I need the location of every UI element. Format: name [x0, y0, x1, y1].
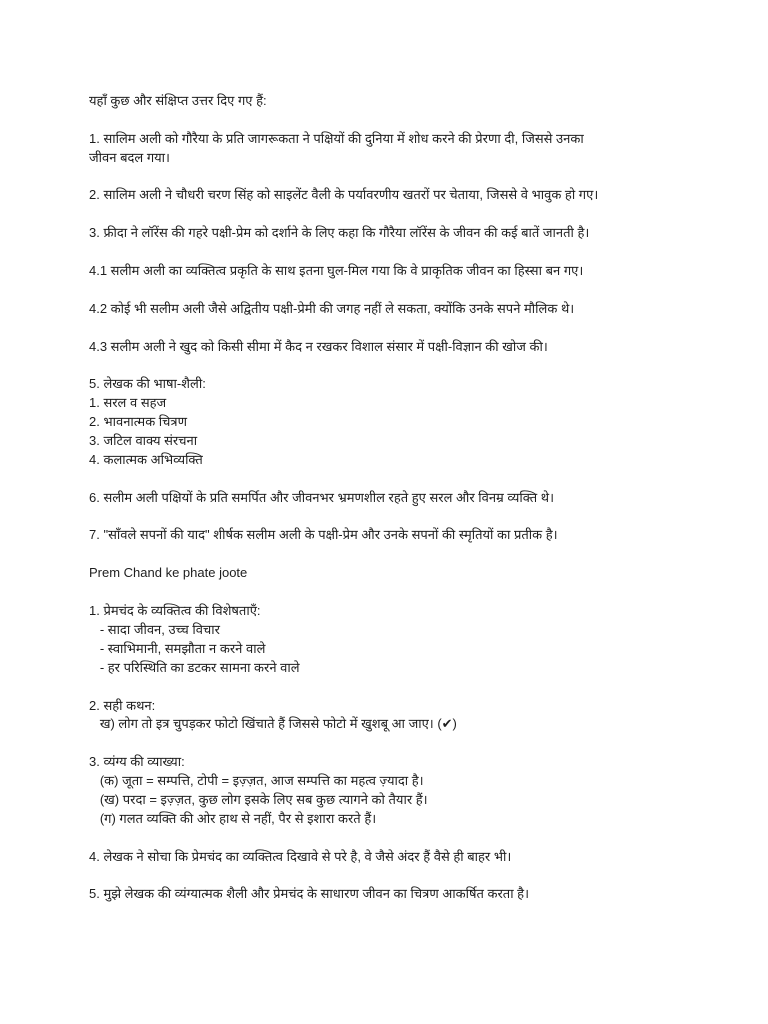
pc-answer-3 — [89, 753, 689, 829]
pc-answer-3-heading: 3. व्यंग्य की व्याख्या: — [89, 754, 185, 770]
spacer — [89, 734, 689, 753]
trait-item-3: - हर परिस्थिति का डटकर सामना करने वाले — [89, 659, 300, 675]
satire-item-kha: (ख) परदा = इज़्ज़त, कुछ लोग इसके लिए सब कुछ त्यागने को तैयार हैं। — [89, 791, 428, 807]
answer-2 — [89, 186, 689, 205]
pc-answer-4 — [89, 848, 689, 867]
spacer — [89, 583, 689, 602]
spacer — [89, 545, 689, 564]
spacer — [89, 205, 689, 224]
trait-item-1: - सादा जीवन, उच्च विचार — [89, 621, 220, 637]
style-item-4: 4. कलात्मक अभिव्यक्ति — [89, 451, 203, 467]
satire-item-ka: (क) जूता = सम्पत्ति, टोपी = इज़्ज़त, आज सम्पत्ति का महत्व ज़्यादा है। — [89, 773, 424, 789]
answer-1-line-2: जीवन बदल गया। — [89, 149, 170, 165]
spacer — [89, 319, 689, 338]
pc-answer-2-heading: 2. सही कथन: — [89, 697, 156, 713]
spacer — [89, 678, 689, 697]
correct-statement: ख) लोग तो इत्र चुपड़कर फोटो खिंचाते हैं जिससे फोटो में खुशबू आ जाए। (✔) — [89, 716, 457, 732]
answer-4-1-line-1: 4.1 सलीम अली का व्यक्तित्व प्रकृति के साथ इतना घुल-मिल गया कि वे प्राकृतिक जीवन का हिस्सा बन गए। — [89, 263, 584, 279]
style-item-1: 1. सरल व सहज — [89, 395, 167, 411]
pc-answer-5 — [89, 885, 689, 904]
spacer — [89, 168, 689, 187]
spacer — [89, 281, 689, 300]
answer-7 — [89, 526, 689, 545]
section-premchand — [89, 602, 689, 904]
document-page — [89, 92, 689, 904]
pc-answer-5-line-1: 5. मुझे लेखक की व्यंग्यात्मक शैली और प्रेमचंद के साधारण जीवन का चित्रण आकर्षित करता है। — [89, 886, 530, 902]
answer-4-1 — [89, 262, 689, 281]
section-heading-premchand: Prem Chand ke phate joote — [89, 565, 248, 581]
intro-text: यहाँ कुछ और संक्षिप्त उत्तर दिए गए हैं: — [89, 93, 267, 108]
section-salim-ali — [89, 130, 689, 564]
answer-1 — [89, 130, 689, 168]
pc-answer-1 — [89, 602, 689, 678]
spacer — [89, 867, 689, 886]
answer-4-3 — [89, 338, 689, 357]
answer-7-line-1: 7. "साँवले सपनों की याद" शीर्षक सलीम अली के पक्षी-प्रेम और उनके सपनों की स्मृतियों का प्रतीक है। — [89, 527, 558, 543]
answer-6 — [89, 489, 689, 508]
answer-4-3-line-1: 4.3 सलीम अली ने खुद को किसी सीमा में कैद न रखकर विशाल संसार में पक्षी-विज्ञान की खोज की। — [89, 338, 548, 354]
spacer — [89, 508, 689, 527]
answer-3 — [89, 224, 689, 243]
answer-5-language-style — [89, 375, 689, 469]
style-item-3: 3. जटिल वाक्य संरचना — [89, 433, 198, 449]
satire-item-ga: (ग) गलत व्यक्ति की ओर हाथ से नहीं, पैर से इशारा करते हैं। — [89, 810, 377, 826]
spacer — [89, 470, 689, 489]
answer-2-line-1: 2. सालिम अली ने चौधरी चरण सिंह को साइलेंट वैली के पर्यावरणीय खतरों पर चेताया, जिससे वे भावुक हो गए। — [89, 187, 599, 203]
spacer — [89, 356, 689, 375]
answer-5-heading: 5. लेखक की भाषा-शैली: — [89, 376, 206, 392]
answer-6-line-1: 6. सलीम अली पक्षियों के प्रति समर्पित और जीवनभर भ्रमणशील रहते हुए सरल और विनम्र व्यक्ति थे। — [89, 489, 555, 505]
pc-answer-1-heading: 1. प्रेमचंद के व्यक्तित्व की विशेषताएँ: — [89, 603, 261, 619]
pc-answer-4-line-1: 4. लेखक ने सोचा कि प्रेमचंद का व्यक्तित्व दिखावे से परे है, वे जैसे अंदर हैं वैसे ही बाहर भी। — [89, 848, 512, 864]
answer-4-2-line-1: 4.2 कोई भी सलीम अली जैसे अद्वितीय पक्षी-प्रेमी की जगह नहीं ले सकता, क्योंकि उनके सपने मौलिक थे। — [89, 300, 575, 316]
answer-3-line-1: 3. फ्रीदा ने लॉरेंस की गहरे पक्षी-प्रेम को दर्शाने के लिए कहा कि गौरैया लॉरेंस के जीवन की कई बातें जानती है। — [89, 225, 590, 241]
answer-1-line-1: 1. सालिम अली को गौरैया के प्रति जागरूकता ने पक्षियों की दुनिया में शोध करने की प्रेरणा दी, जिससे उनका — [89, 130, 584, 146]
spacer — [89, 111, 689, 130]
answer-4-2 — [89, 300, 689, 319]
spacer — [89, 243, 689, 262]
pc-answer-2 — [89, 697, 689, 735]
trait-item-2: - स्वाभिमानी, समझौता न करने वाले — [89, 640, 266, 656]
spacer — [89, 829, 689, 848]
style-item-2: 2. भावनात्मक चित्रण — [89, 414, 187, 430]
